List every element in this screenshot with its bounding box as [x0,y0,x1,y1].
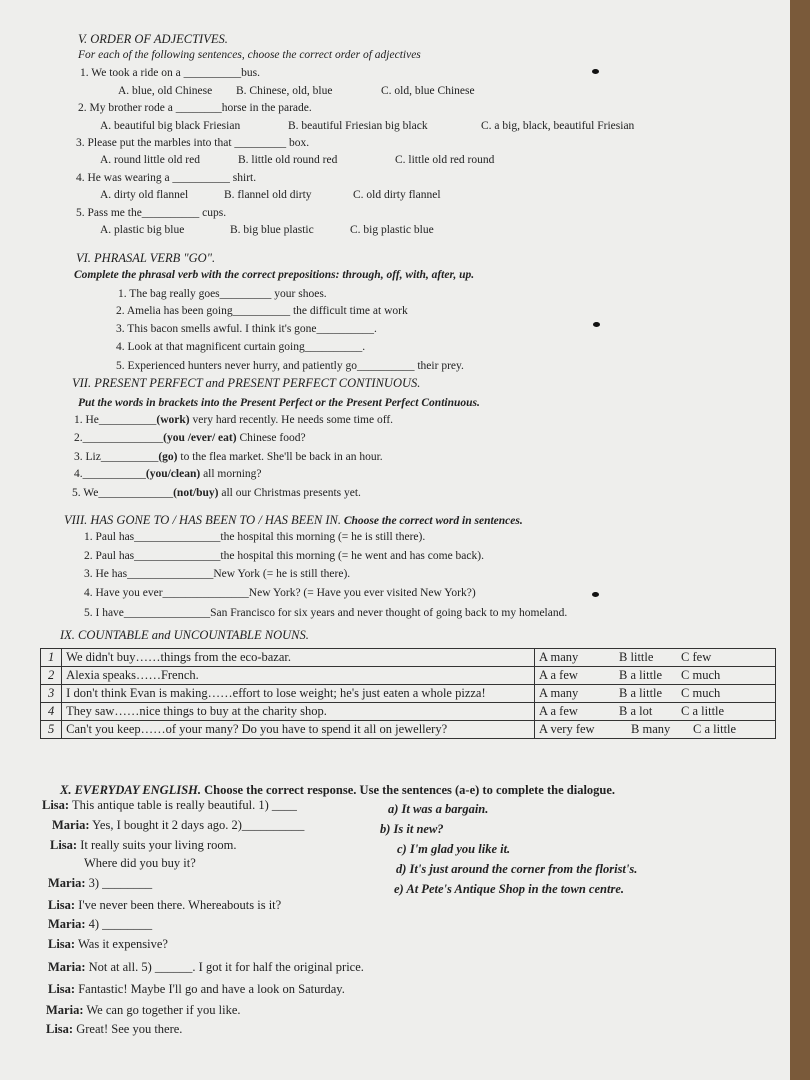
response-option-a: a) It was a bargain. [388,802,489,816]
s5-q4-c: C. old dirty flannel [353,189,441,201]
dialogue-line: Lisa: Was it expensive? [48,937,168,951]
dialogue-line: Lisa: Fantastic! Maybe I'll go and have a look on Saturday. [48,982,345,996]
dialogue-line: Maria: We can go together if you like. [46,1003,241,1017]
s5-q2-a: A. beautiful big black Friesian [100,120,241,132]
table-row [41,667,776,685]
pen-mark [592,69,599,74]
dialogue-line: Lisa: Great! See you there. [46,1022,183,1036]
s8-item-3: 3. He has_______________New York (= he is still there). [84,568,351,580]
section-6-instruction: Complete the phrasal verb with the correct prepositions: through, off, with, after, up. [74,269,475,281]
dialogue-line: Maria: 4) ________ [48,917,153,931]
row-options: A many B little C few [535,649,776,667]
row-options: A many B a little C much [535,685,776,703]
s8-item-1: 1. Paul has_______________the hospital this morning (= he is still there). [84,531,426,543]
table-row [41,685,776,703]
dialogue-line: Maria: Yes, I bought it 2 days ago. 2)__________ [52,818,305,832]
dialogue-line: Where did you buy it? [84,856,196,870]
s7-item-2: 2.______________(you /ever/ eat) Chinese food? [74,432,306,444]
s5-q2-c: C. a big, black, beautiful Friesian [481,120,635,132]
s8-item-5: 5. I have_______________San Francisco for six years and never thought of going back to my homeland. [84,607,568,619]
s6-item-1: 1. The bag really goes_________ your shoes. [118,288,327,300]
section-8-header: VIII. HAS GONE TO / HAS BEEN TO / HAS BEEN IN. Choose the correct word in sentences. [64,513,523,527]
s5-q4-a: A. dirty old flannel [100,189,189,201]
response-option-b: b) Is it new? [380,822,444,836]
s5-q1-a: A. blue, old Chinese [118,85,213,97]
s5-q1-c: C. old, blue Chinese [381,85,475,97]
s7-item-4: 4.___________(you/clean) all morning? [74,468,262,480]
dialogue-line: Maria: Not at all. 5) ______. I got it for half the original price. [48,960,364,974]
section-9-title: IX. COUNTABLE and UNCOUNTABLE NOUNS. [60,628,309,642]
section-6-title: VI. PHRASAL VERB "GO". [76,251,216,265]
row-number: 1 [41,649,62,667]
response-option-d: d) It's just around the corner from the florist's. [396,862,638,876]
row-question: We didn't buy……things from the eco-bazar. [62,649,535,667]
s5-q2: 2. My brother rode a ________horse in the parade. [78,102,312,114]
section-7-instruction: Put the words in brackets into the Present Perfect or the Present Perfect Continuous. [78,397,480,409]
s5-q4: 4. He was wearing a __________ shirt. [76,172,257,184]
row-number: 4 [41,703,62,721]
s6-item-2: 2. Amelia has been going__________ the difficult time at work [116,305,408,317]
s5-q5-c: C. big plastic blue [350,224,434,236]
section-5-instruction: For each of the following sentences, choose the correct order of adjectives [78,49,421,61]
s6-item-4: 4. Look at that magnificent curtain going__________. [116,341,366,353]
s5-q5-a: A. plastic big blue [100,224,185,236]
dialogue-line: Lisa: I've never been there. Whereabouts is it? [48,898,282,912]
s5-q2-b: B. beautiful Friesian big black [288,120,428,132]
row-number: 5 [41,721,62,739]
s5-q3-c: C. little old red round [395,154,495,166]
s5-q3: 3. Please put the marbles into that _________ box. [76,137,310,149]
row-options: A a few B a little C much [535,667,776,685]
dialogue-line: Lisa: It really suits your living room. [50,838,237,852]
s5-q4-b: B. flannel old dirty [224,189,312,201]
row-question: I don't think Evan is making……effort to lose weight; he's just eaten a whole pizza! [62,685,535,703]
s7-item-3: 3. Liz__________(go) to the flea market. She'll be back in an hour. [74,451,383,463]
s5-q5-b: B. big blue plastic [230,224,314,236]
row-options: A a few B a lot C a little [535,703,776,721]
table-row [41,703,776,721]
pen-mark [592,592,599,597]
pen-mark [593,322,600,327]
s6-item-3: 3. This bacon smells awful. I think it's gone__________. [116,323,377,335]
section-5-title: V. ORDER OF ADJECTIVES. [78,32,228,46]
row-options: A very few B many C a little [535,721,776,739]
row-question: Alexia speaks……French. [62,667,535,685]
s8-item-2: 2. Paul has_______________the hospital this morning (= he went and has come back). [84,550,484,562]
s6-item-5: 5. Experienced hunters never hurry, and patiently go__________ their prey. [116,360,464,372]
section-7-title: VII. PRESENT PERFECT and PRESENT PERFECT CONTINUOUS. [72,376,421,390]
row-number: 3 [41,685,62,703]
dialogue-line: Lisa: This antique table is really beautiful. 1) ____ [42,798,297,812]
s5-q3-b: B. little old round red [238,154,338,166]
dialogue-line: Maria: 3) ________ [48,876,153,890]
s5-q1: 1. We took a ride on a __________bus. [80,67,260,79]
countable-table [40,648,776,739]
s5-q3-a: A. round little old red [100,154,200,166]
s7-item-5: 5. We_____________(not/buy) all our Christmas presents yet. [72,487,361,499]
row-question: They saw……nice things to buy at the charity shop. [62,703,535,721]
section-10-header: X. EVERYDAY ENGLISH. Choose the correct response. Use the sentences (a-e) to complete the dialogue. [60,783,616,797]
s8-item-4: 4. Have you ever_______________New York? (= Have you ever visited New York?) [84,587,476,599]
table-row [41,649,776,667]
row-number: 2 [41,667,62,685]
response-option-c: c) I'm glad you like it. [397,842,511,856]
s7-item-1: 1. He__________(work) very hard recently. He needs some time off. [74,414,394,426]
response-option-e: e) At Pete's Antique Shop in the town centre. [394,882,624,896]
s5-q1-b: B. Chinese, old, blue [236,85,333,97]
table-row [41,721,776,739]
row-question: Can't you keep……of your many? Do you have to spend it all on jewellery? [62,721,535,739]
s5-q5: 5. Pass me the__________ cups. [76,207,227,219]
